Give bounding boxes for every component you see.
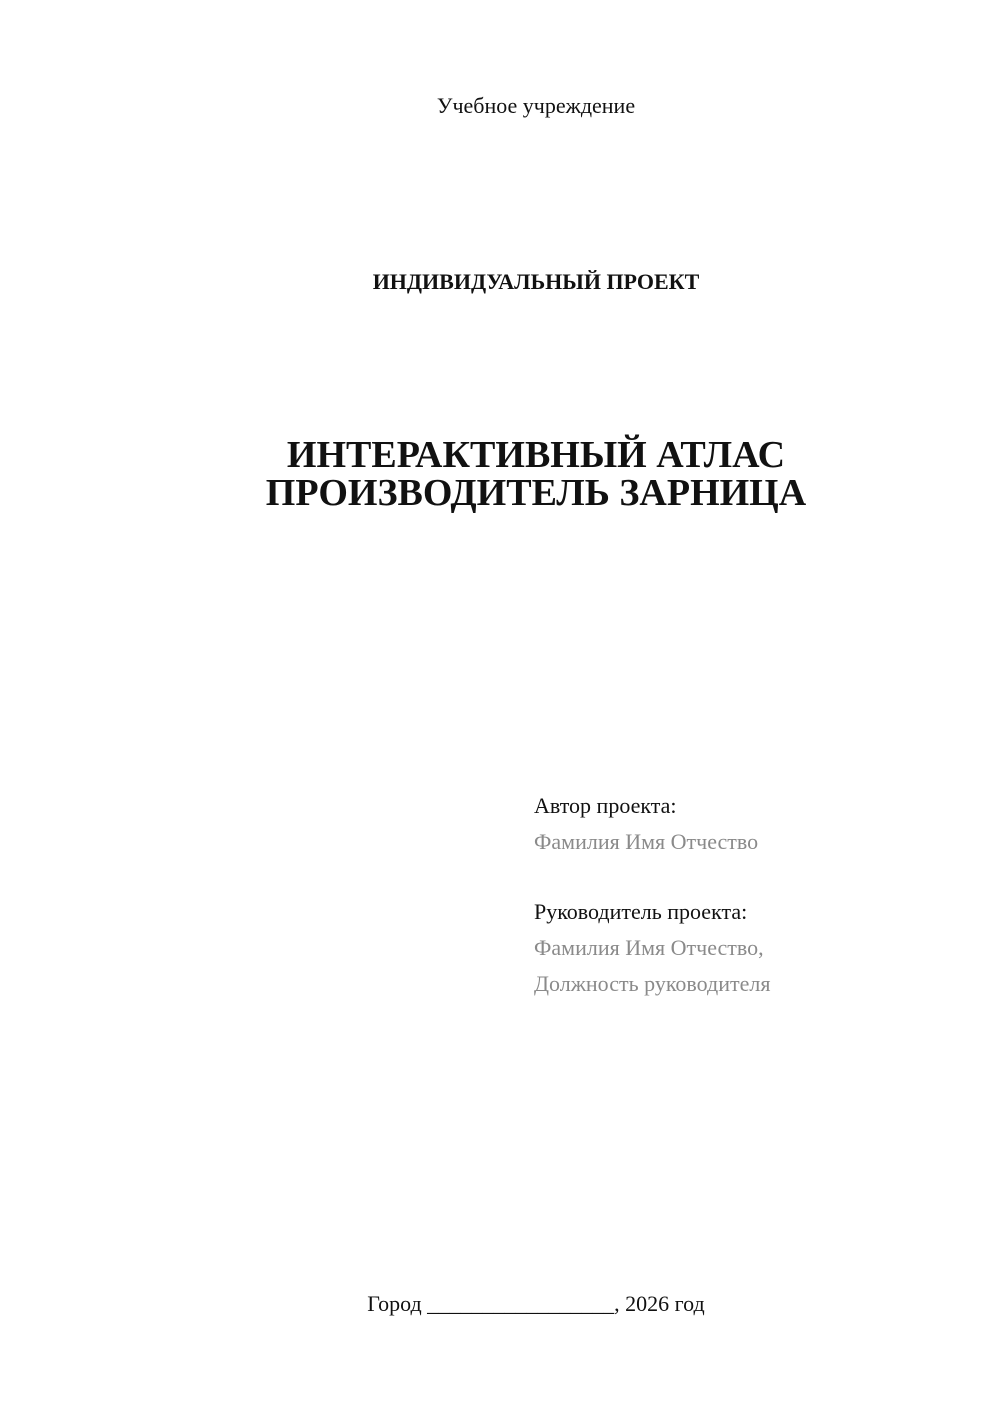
author-name: Фамилия Имя Отчество (534, 829, 759, 854)
supervisor-name: Фамилия Имя Отчество, (534, 935, 764, 960)
supervisor-label: Руководитель проекта: (534, 899, 748, 924)
supervisor-position: Должность руководителя (534, 971, 771, 996)
project-type-heading: ИНДИВИДУАЛЬНЫЙ ПРОЕКТ (372, 269, 700, 294)
project-title-line-1: ИНТЕРАКТИВНЫЙ АТЛАС (286, 434, 786, 476)
project-title-line-2: ПРОИЗВОДИТЕЛЬ ЗАРНИЦА (265, 472, 807, 514)
city-year-footer: Город _________________, 2026 год (367, 1291, 705, 1316)
institution-name: Учебное учреждение (436, 93, 636, 118)
project-credits (534, 788, 770, 1002)
project-title (72, 436, 1000, 512)
author-label: Автор проекта: (534, 793, 677, 818)
credits-spacer (534, 860, 770, 894)
